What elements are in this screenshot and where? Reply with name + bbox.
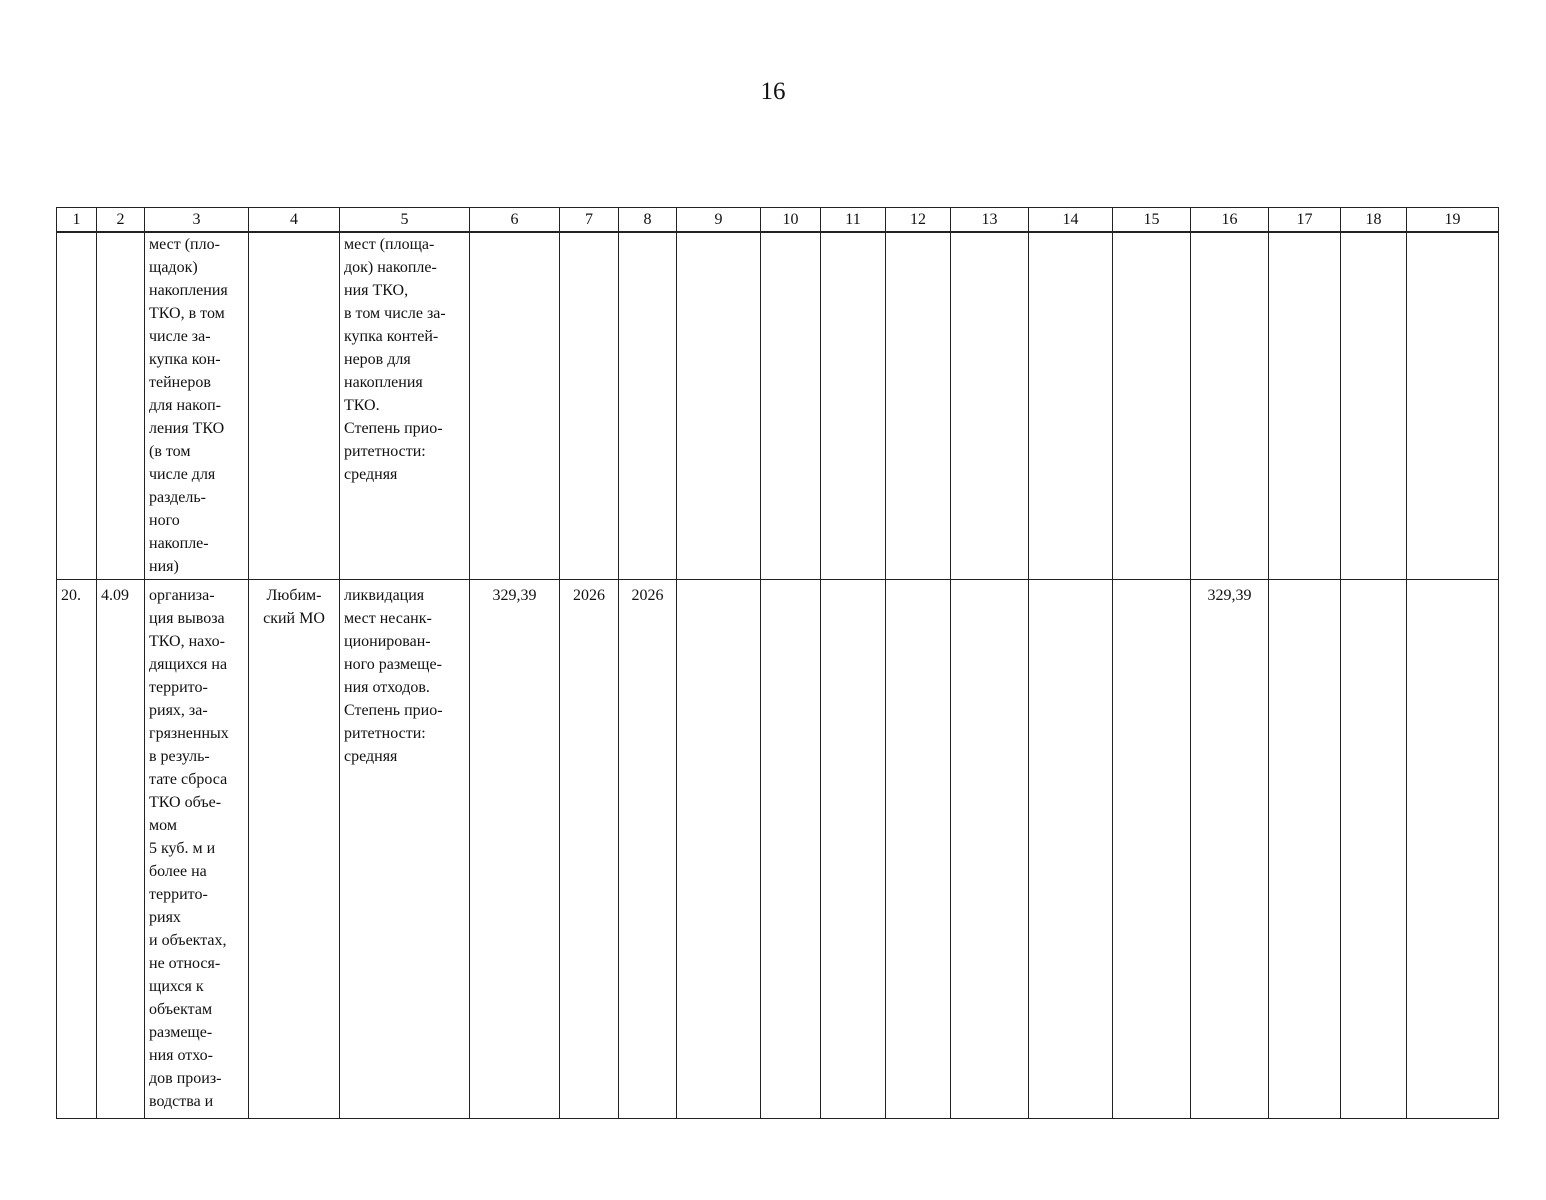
cell-col-8: 2026 bbox=[619, 580, 677, 1119]
cell-municipality bbox=[249, 232, 340, 580]
header-row bbox=[57, 208, 1499, 233]
column-header-15: 15 bbox=[1113, 208, 1191, 233]
cell-col-13 bbox=[951, 232, 1029, 580]
cell-col-6: 329,39 bbox=[470, 580, 560, 1119]
cell-number: 20. bbox=[57, 580, 97, 1119]
cell-col-9 bbox=[677, 580, 761, 1119]
column-header-11: 11 bbox=[821, 208, 886, 233]
cell-col-16 bbox=[1191, 232, 1269, 580]
cell-code: 4.09 bbox=[97, 580, 145, 1119]
cell-col-13 bbox=[951, 580, 1029, 1119]
cell-number bbox=[57, 232, 97, 580]
cell-col-7: 2026 bbox=[560, 580, 619, 1119]
column-header-14: 14 bbox=[1029, 208, 1113, 233]
column-header-3: 3 bbox=[145, 208, 249, 233]
cell-municipality: Любим- ский МО bbox=[249, 580, 340, 1119]
column-header-5: 5 bbox=[340, 208, 470, 233]
column-header-16: 16 bbox=[1191, 208, 1269, 233]
column-header-10: 10 bbox=[761, 208, 821, 233]
cell-col-19 bbox=[1407, 232, 1499, 580]
cell-col-16: 329,39 bbox=[1191, 580, 1269, 1119]
cell-col-11 bbox=[821, 232, 886, 580]
column-header-19: 19 bbox=[1407, 208, 1499, 233]
column-header-17: 17 bbox=[1269, 208, 1341, 233]
column-header-9: 9 bbox=[677, 208, 761, 233]
cell-col-18 bbox=[1341, 580, 1407, 1119]
cell-col-10 bbox=[761, 232, 821, 580]
cell-col-18 bbox=[1341, 232, 1407, 580]
column-header-4: 4 bbox=[249, 208, 340, 233]
cell-col-8 bbox=[619, 232, 677, 580]
cell-col-6 bbox=[470, 232, 560, 580]
cell-col-15 bbox=[1113, 580, 1191, 1119]
cell-code bbox=[97, 232, 145, 580]
column-header-7: 7 bbox=[560, 208, 619, 233]
column-header-8: 8 bbox=[619, 208, 677, 233]
cell-event-name: мест (пло- щадок) накопления ТКО, в том числе за- купка кон- тейнеров для накоп- ления ТКО (в том числе для раздель- ного накопле- ния) bbox=[145, 232, 249, 580]
cell-col-9 bbox=[677, 232, 761, 580]
cell-col-14 bbox=[1029, 580, 1113, 1119]
cell-col-11 bbox=[821, 580, 886, 1119]
column-header-6: 6 bbox=[470, 208, 560, 233]
cell-col-12 bbox=[886, 580, 951, 1119]
column-header-13: 13 bbox=[951, 208, 1029, 233]
column-header-18: 18 bbox=[1341, 208, 1407, 233]
cell-col-14 bbox=[1029, 232, 1113, 580]
cell-col-12 bbox=[886, 232, 951, 580]
cell-col-17 bbox=[1269, 580, 1341, 1119]
cell-col-15 bbox=[1113, 232, 1191, 580]
cell-col-10 bbox=[761, 580, 821, 1119]
table-row bbox=[57, 580, 1499, 1119]
column-header-1: 1 bbox=[57, 208, 97, 233]
data-table bbox=[56, 207, 1499, 1119]
cell-event-name: организа- ция вывоза ТКО, нахо- дящихся на террито- риях, за- грязненных в резуль- тате сброса ТКО объе- мом 5 куб. м и более на террито- риях и объектах, не относя- щихся к объектам размеще- ния отхо- дов произ- водства и bbox=[145, 580, 249, 1119]
cell-col-17 bbox=[1269, 232, 1341, 580]
cell-result: мест (площа- док) накопле- ния ТКО, в том числе за- купка контей- неров для накопления ТКО. Степень прио- ритетности: средняя bbox=[340, 232, 470, 580]
page-number: 16 bbox=[760, 78, 786, 105]
cell-col-19 bbox=[1407, 580, 1499, 1119]
cell-result: ликвидация мест несанк- ционирован- ного размеще- ния отходов. Степень прио- ритетности: средняя bbox=[340, 580, 470, 1119]
cell-col-7 bbox=[560, 232, 619, 580]
table-row bbox=[57, 232, 1499, 580]
column-header-2: 2 bbox=[97, 208, 145, 233]
column-header-12: 12 bbox=[886, 208, 951, 233]
